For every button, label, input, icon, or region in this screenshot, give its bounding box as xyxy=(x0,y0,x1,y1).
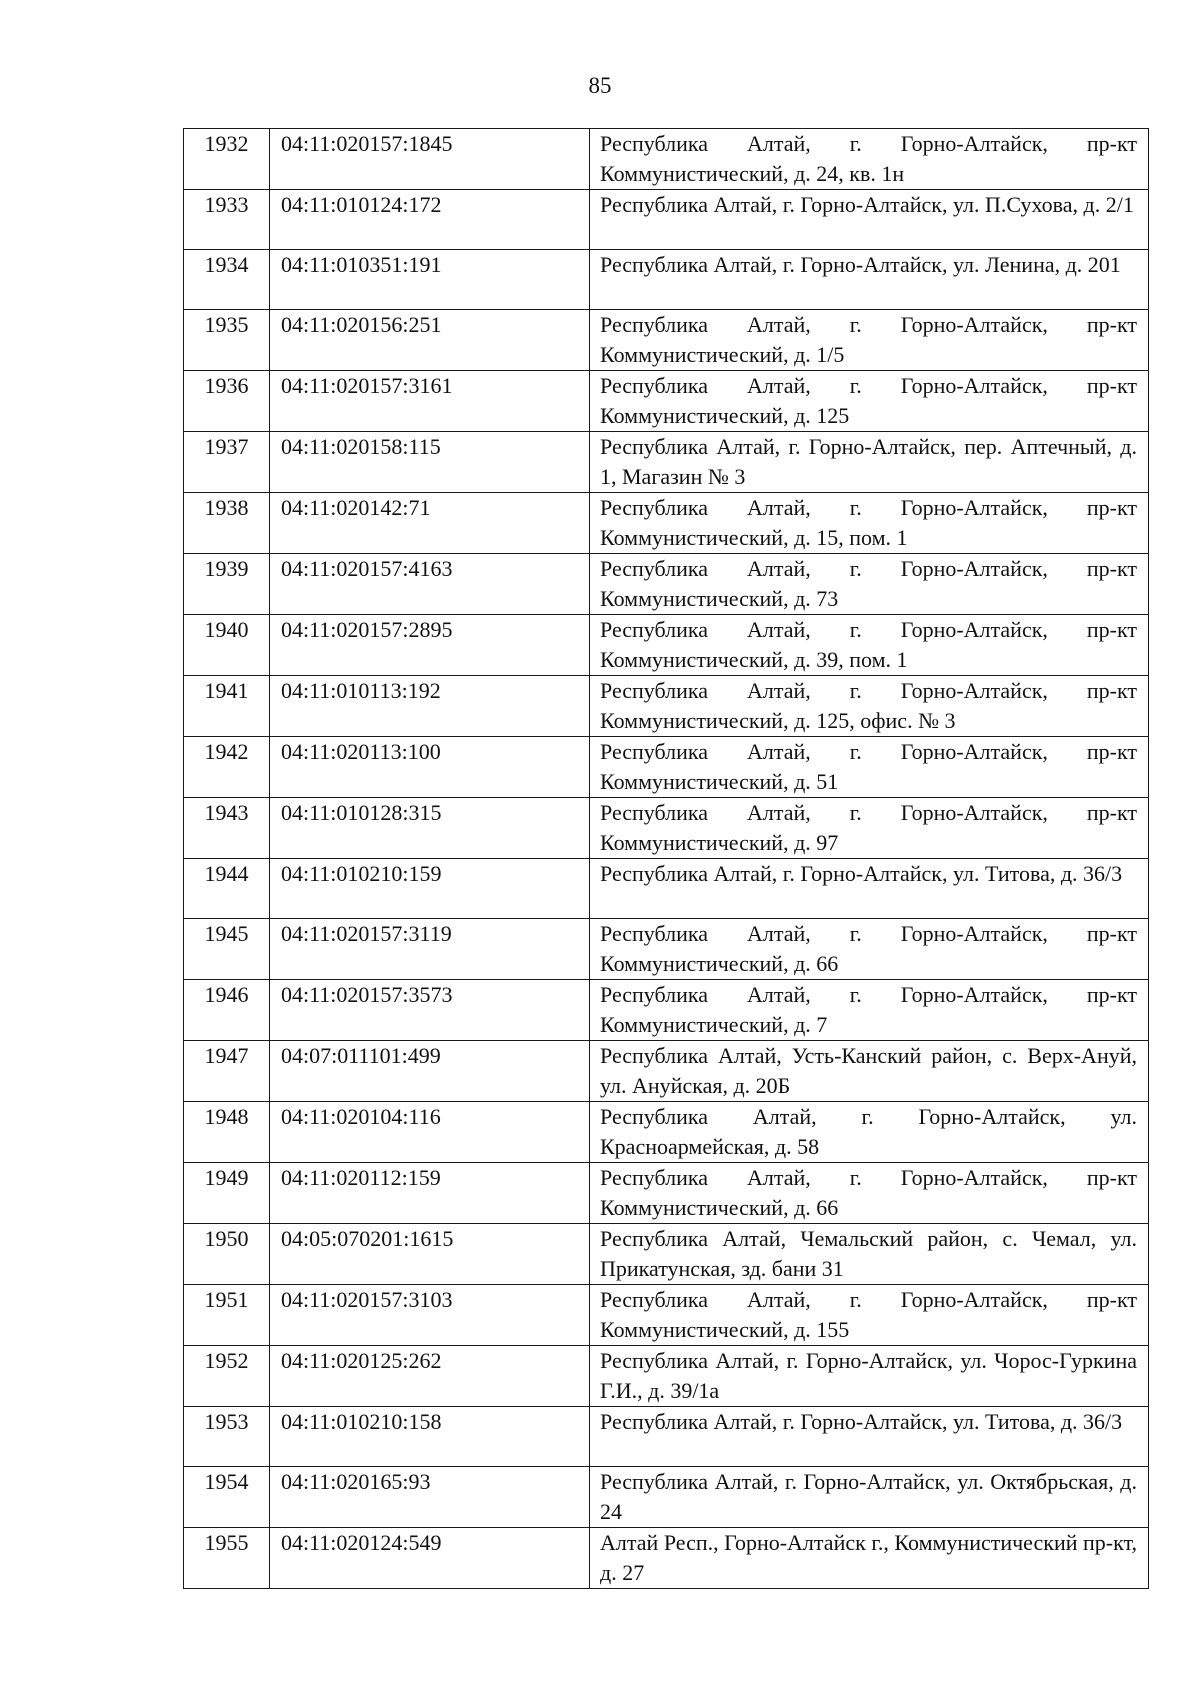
cadastral-number-cell: 04:11:020157:1845 xyxy=(270,129,590,190)
row-number-cell: 1937 xyxy=(184,432,270,493)
table-row xyxy=(184,1224,1149,1285)
table-row xyxy=(184,798,1149,859)
row-number-cell: 1948 xyxy=(184,1102,270,1163)
row-number-cell: 1955 xyxy=(184,1528,270,1589)
address-cell: Республика Алтай, г. Горно-Алтайск, пр-кт Коммунистический, д. 66 xyxy=(590,919,1149,980)
cadastral-number-cell: 04:11:020113:100 xyxy=(270,737,590,798)
cadastral-number-cell: 04:11:010210:158 xyxy=(270,1407,590,1467)
cadastral-number-cell: 04:11:020124:549 xyxy=(270,1528,590,1589)
table-row xyxy=(184,980,1149,1041)
address-cell: Республика Алтай, г. Горно-Алтайск, пер. Аптечный, д. 1, Магазин № 3 xyxy=(590,432,1149,493)
address-cell: Республика Алтай, г. Горно-Алтайск, ул. Октябрьская, д. 24 xyxy=(590,1467,1149,1528)
row-number-cell: 1950 xyxy=(184,1224,270,1285)
row-number-cell: 1936 xyxy=(184,371,270,432)
row-number-cell: 1947 xyxy=(184,1041,270,1102)
table-row xyxy=(184,432,1149,493)
property-registry-table xyxy=(183,128,1149,1589)
cadastral-number-cell: 04:05:070201:1615 xyxy=(270,1224,590,1285)
cadastral-number-cell: 04:11:020112:159 xyxy=(270,1163,590,1224)
table-row xyxy=(184,1041,1149,1102)
table-row xyxy=(184,554,1149,615)
row-number-cell: 1945 xyxy=(184,919,270,980)
row-number-cell: 1940 xyxy=(184,615,270,676)
address-cell: Республика Алтай, г. Горно-Алтайск, пр-кт Коммунистический, д. 125, офис. № 3 xyxy=(590,676,1149,737)
cadastral-number-cell: 04:11:020157:4163 xyxy=(270,554,590,615)
table-row xyxy=(184,919,1149,980)
row-number-cell: 1949 xyxy=(184,1163,270,1224)
table-row xyxy=(184,859,1149,919)
address-cell: Республика Алтай, г. Горно-Алтайск, пр-кт Коммунистический, д. 73 xyxy=(590,554,1149,615)
cadastral-number-cell: 04:11:020158:115 xyxy=(270,432,590,493)
table-body xyxy=(184,129,1149,1589)
row-number-cell: 1942 xyxy=(184,737,270,798)
address-cell: Республика Алтай, г. Горно-Алтайск, ул. П.Сухова, д. 2/1 xyxy=(590,190,1149,250)
row-number-cell: 1932 xyxy=(184,129,270,190)
address-cell: Республика Алтай, г. Горно-Алтайск, ул. Красноармейская, д. 58 xyxy=(590,1102,1149,1163)
table-row xyxy=(184,1285,1149,1346)
row-number-cell: 1943 xyxy=(184,798,270,859)
row-number-cell: 1954 xyxy=(184,1467,270,1528)
cadastral-number-cell: 04:11:010113:192 xyxy=(270,676,590,737)
address-cell: Алтай Респ., Горно-Алтайск г., Коммунистический пр-кт, д. 27 xyxy=(590,1528,1149,1589)
table-row xyxy=(184,1407,1149,1467)
row-number-cell: 1952 xyxy=(184,1346,270,1407)
table-row xyxy=(184,129,1149,190)
table-row xyxy=(184,737,1149,798)
row-number-cell: 1944 xyxy=(184,859,270,919)
address-cell: Республика Алтай, г. Горно-Алтайск, пр-кт Коммунистический, д. 15, пом. 1 xyxy=(590,493,1149,554)
cadastral-number-cell: 04:11:020157:3103 xyxy=(270,1285,590,1346)
table-row xyxy=(184,371,1149,432)
address-cell: Республика Алтай, г. Горно-Алтайск, пр-кт Коммунистический, д. 125 xyxy=(590,371,1149,432)
cadastral-number-cell: 04:11:010210:159 xyxy=(270,859,590,919)
table-row xyxy=(184,1346,1149,1407)
address-cell: Республика Алтай, Чемальский район, с. Чемал, ул. Прикатунская, зд. бани 31 xyxy=(590,1224,1149,1285)
cadastral-number-cell: 04:11:020125:262 xyxy=(270,1346,590,1407)
row-number-cell: 1934 xyxy=(184,250,270,310)
cadastral-number-cell: 04:11:010128:315 xyxy=(270,798,590,859)
row-number-cell: 1953 xyxy=(184,1407,270,1467)
row-number-cell: 1946 xyxy=(184,980,270,1041)
cadastral-number-cell: 04:11:020157:2895 xyxy=(270,615,590,676)
address-cell: Республика Алтай, г. Горно-Алтайск, ул. Титова, д. 36/3 xyxy=(590,859,1149,919)
address-cell: Республика Алтай, г. Горно-Алтайск, ул. Титова, д. 36/3 xyxy=(590,1407,1149,1467)
table-row xyxy=(184,493,1149,554)
address-cell: Республика Алтай, г. Горно-Алтайск, пр-кт Коммунистический, д. 1/5 xyxy=(590,310,1149,371)
cadastral-number-cell: 04:11:010351:191 xyxy=(270,250,590,310)
cadastral-number-cell: 04:11:020165:93 xyxy=(270,1467,590,1528)
table-row xyxy=(184,676,1149,737)
row-number-cell: 1938 xyxy=(184,493,270,554)
row-number-cell: 1941 xyxy=(184,676,270,737)
address-cell: Республика Алтай, г. Горно-Алтайск, пр-кт Коммунистический, д. 97 xyxy=(590,798,1149,859)
table-row xyxy=(184,1163,1149,1224)
row-number-cell: 1951 xyxy=(184,1285,270,1346)
address-cell: Республика Алтай, г. Горно-Алтайск, пр-кт Коммунистический, д. 51 xyxy=(590,737,1149,798)
table-row xyxy=(184,615,1149,676)
cadastral-number-cell: 04:11:020157:3119 xyxy=(270,919,590,980)
row-number-cell: 1933 xyxy=(184,190,270,250)
address-cell: Республика Алтай, г. Горно-Алтайск, ул. Ленина, д. 201 xyxy=(590,250,1149,310)
address-cell: Республика Алтай, г. Горно-Алтайск, пр-кт Коммунистический, д. 155 xyxy=(590,1285,1149,1346)
address-cell: Республика Алтай, г. Горно-Алтайск, пр-кт Коммунистический, д. 39, пом. 1 xyxy=(590,615,1149,676)
cadastral-number-cell: 04:07:011101:499 xyxy=(270,1041,590,1102)
cadastral-number-cell: 04:11:020142:71 xyxy=(270,493,590,554)
row-number-cell: 1939 xyxy=(184,554,270,615)
page-number: 85 xyxy=(588,73,612,98)
cadastral-number-cell: 04:11:020104:116 xyxy=(270,1102,590,1163)
table-row xyxy=(184,250,1149,310)
address-cell: Республика Алтай, г. Горно-Алтайск, пр-кт Коммунистический, д. 66 xyxy=(590,1163,1149,1224)
table-row xyxy=(184,1528,1149,1589)
cadastral-number-cell: 04:11:020157:3161 xyxy=(270,371,590,432)
table-row xyxy=(184,190,1149,250)
address-cell: Республика Алтай, г. Горно-Алтайск, пр-кт Коммунистический, д. 24, кв. 1н xyxy=(590,129,1149,190)
cadastral-number-cell: 04:11:010124:172 xyxy=(270,190,590,250)
address-cell: Республика Алтай, г. Горно-Алтайск, пр-кт Коммунистический, д. 7 xyxy=(590,980,1149,1041)
table-row xyxy=(184,1467,1149,1528)
address-cell: Республика Алтай, г. Горно-Алтайск, ул. Чорос-Гуркина Г.И., д. 39/1а xyxy=(590,1346,1149,1407)
table-row xyxy=(184,310,1149,371)
address-cell: Республика Алтай, Усть-Канский район, с. Верх-Ануй, ул. Ануйская, д. 20Б xyxy=(590,1041,1149,1102)
table-row xyxy=(184,1102,1149,1163)
cadastral-number-cell: 04:11:020156:251 xyxy=(270,310,590,371)
row-number-cell: 1935 xyxy=(184,310,270,371)
cadastral-number-cell: 04:11:020157:3573 xyxy=(270,980,590,1041)
